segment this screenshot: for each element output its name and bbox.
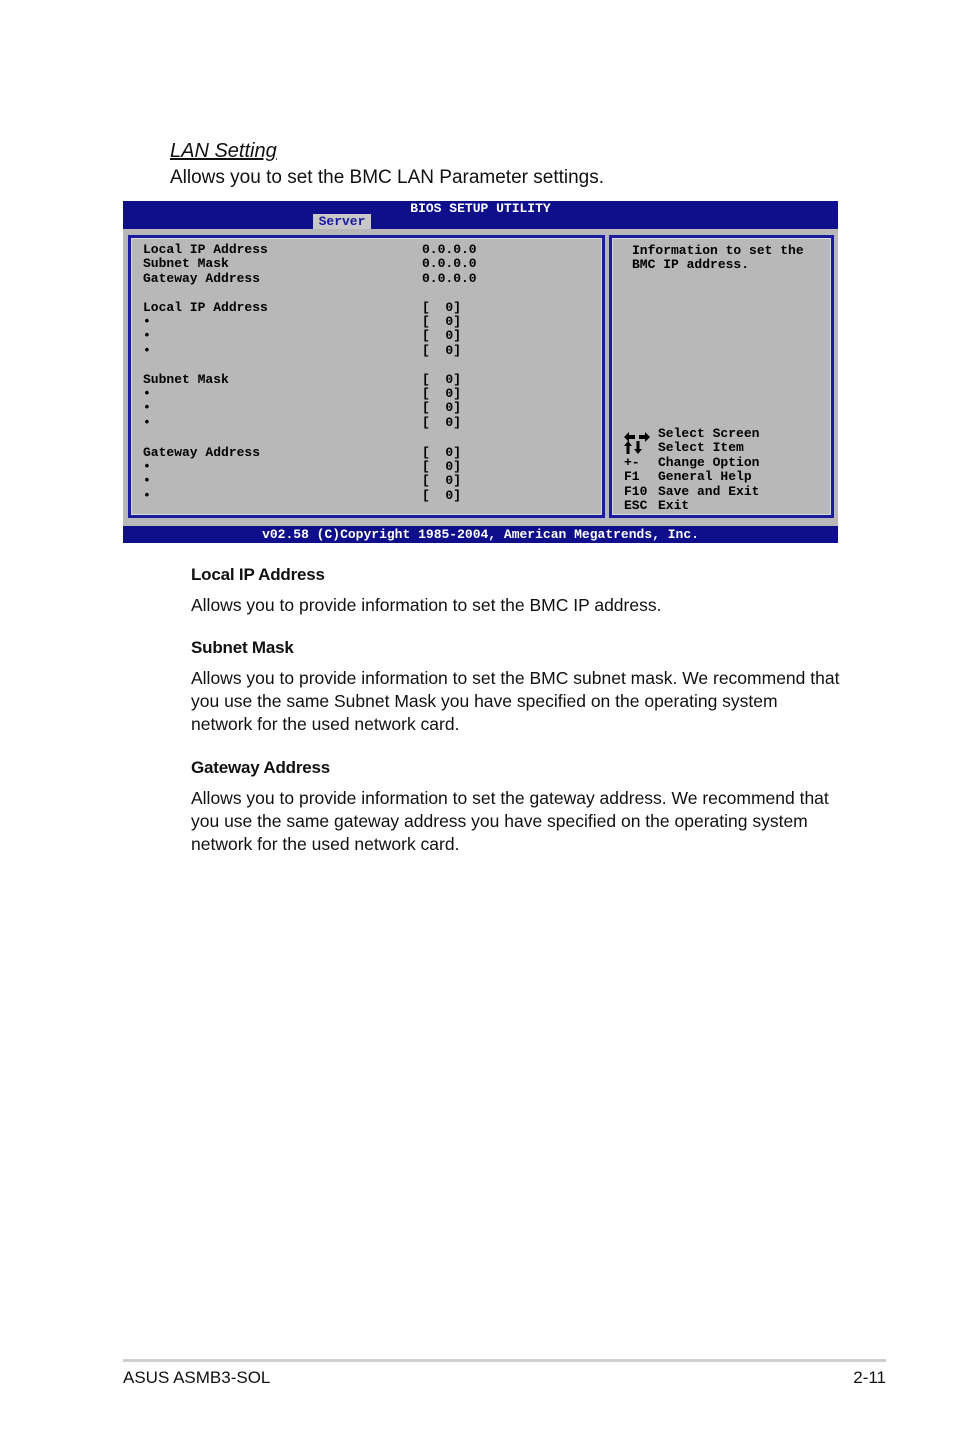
- item-title-local-ip: Local IP Address: [191, 565, 325, 584]
- section-intro: Allows you to set the BMC LAN Parameter settings.: [170, 167, 605, 188]
- item-desc-local-ip: Allows you to provide information to set the BMC IP address.: [191, 595, 662, 615]
- tab-server[interactable]: Server: [313, 214, 371, 229]
- settings-panel: [128, 235, 605, 518]
- field-label-local-ip: Local IP Address: [143, 242, 268, 257]
- octet-bullet: •: [143, 328, 151, 344]
- octet-value-field[interactable]: [ 0]: [422, 342, 462, 358]
- octet-value-field[interactable]: [ 0]: [422, 400, 462, 416]
- octet-value-field[interactable]: [ 0]: [422, 444, 462, 460]
- octet-value-field[interactable]: [ 0]: [422, 459, 462, 474]
- footer-divider: [123, 1359, 886, 1362]
- octet-value-field[interactable]: [ 0]: [422, 371, 462, 387]
- item-title-gateway: Gateway Address: [191, 758, 331, 777]
- group-label-local-ip: Local IP Address: [143, 299, 268, 315]
- bios-footer: [123, 526, 838, 543]
- key-f10: F10: [624, 483, 648, 499]
- bios-title: BIOS SETUP UTILITY: [410, 201, 551, 216]
- octet-bullet: •: [143, 342, 151, 358]
- bios-screenshot: [123, 201, 838, 543]
- footer-page-number: 2-11: [853, 1368, 886, 1387]
- group-label-gateway: Gateway Address: [143, 444, 261, 460]
- octet-bullet: •: [143, 386, 151, 401]
- group-label-subnet-mask: Subnet Mask: [143, 371, 229, 387]
- key-plus-minus: +-: [624, 454, 640, 470]
- item-title-subnet-mask: Subnet Mask: [191, 638, 294, 657]
- octet-bullet: •: [143, 314, 151, 329]
- octet-value-field[interactable]: [ 0]: [422, 414, 462, 430]
- help-text-line: Information to set the: [632, 243, 804, 258]
- key-action-save-exit: Save and Exit: [658, 483, 760, 499]
- octet-bullet: •: [143, 400, 151, 416]
- key-action-change-option: Change Option: [658, 454, 760, 470]
- key-action-select-screen: Select Screen: [658, 426, 760, 441]
- octet-value-field[interactable]: [ 0]: [422, 386, 462, 401]
- key-f1: F1: [624, 469, 640, 485]
- footer-product: ASUS ASMB3-SOL: [123, 1368, 271, 1387]
- item-desc-gateway: Allows you to provide information to set the gateway address. We recommend that you use the same gateway address you have specified on the operating system network for the used network card.: [191, 788, 829, 854]
- octet-value-field[interactable]: [ 0]: [422, 328, 462, 344]
- octet-value-field[interactable]: [ 0]: [422, 487, 462, 503]
- help-text-line: BMC IP address.: [632, 257, 750, 273]
- key-action-exit: Exit: [658, 498, 690, 513]
- help-panel: [609, 235, 834, 518]
- octet-bullet: •: [143, 473, 151, 489]
- octet-bullet: •: [143, 414, 151, 430]
- octet-value-field[interactable]: [ 0]: [422, 473, 462, 489]
- octet-bullet: •: [143, 459, 151, 474]
- field-value-gateway: 0.0.0.0: [422, 270, 477, 286]
- field-label-gateway: Gateway Address: [143, 270, 261, 286]
- octet-value-field[interactable]: [ 0]: [422, 314, 462, 329]
- bios-header: [123, 201, 838, 229]
- field-value-local-ip: 0.0.0.0: [422, 242, 477, 257]
- bios-copyright: v02.58 (C)Copyright 1985-2004, American Megatrends, Inc.: [262, 527, 699, 542]
- octet-bullet: •: [143, 487, 151, 503]
- section-title: LAN Setting: [170, 140, 277, 162]
- field-value-subnet-mask: 0.0.0.0: [422, 256, 477, 272]
- field-label-subnet-mask: Subnet Mask: [143, 256, 229, 272]
- key-action-general-help: General Help: [658, 469, 752, 485]
- key-esc: ESC: [624, 498, 648, 513]
- item-desc-subnet-mask: Allows you to provide information to set the BMC subnet mask. We recommend that you use the same Subnet Mask you have specified on the operating system network for the used network card.: [191, 668, 840, 734]
- key-action-select-item: Select Item: [658, 440, 744, 456]
- octet-value-field[interactable]: [ 0]: [422, 299, 462, 315]
